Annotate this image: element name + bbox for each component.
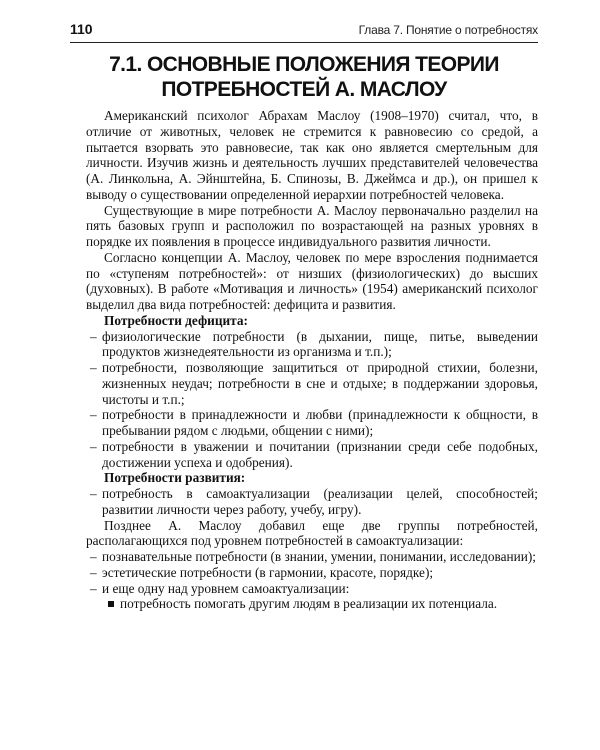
- paragraph-3: Согласно концепции А. Маслоу, человек по мере взросления поднимается по «ступеням потребностей»: от низших (физиологических) до высших (духовных). В работе «Мотивация и личность» (1954) американский психолог выделил два вида потребностей: дефицита и развития.: [86, 249, 538, 312]
- list-item-text: потребности в принадлежности и любви (принадлежности к общности, в пребывании рядом с людьми, общении с ними);: [102, 407, 538, 438]
- list-item-text: потребность в самоактуализации (реализации целей, способностей; развитии личности через работу, учебу, игру).: [102, 486, 538, 517]
- list-item: – потребности, позволяющие защититься от природной стихии, болезни, жизненных неудач; потребности в сне и отдыхе; в поддержании здоровья, чистоты и т.п.;: [90, 360, 538, 407]
- section-title: [70, 52, 538, 102]
- list-item: – потребности в принадлежности и любви (принадлежности к общности, в пребывании рядом с людьми, общении с ними);: [90, 407, 538, 438]
- list-item-text: потребности в уважении и почитании (признании среди себе подобных, достижении успеха и одобрения).: [102, 438, 538, 470]
- section-title-line-2: ПОТРЕБНОСТЕЙ А. МАСЛОУ: [161, 78, 447, 101]
- bullet-item-text: потребность помогать другим людям в реализации их потенциала.: [120, 596, 498, 612]
- list-item: – физиологические потребности (в дыхании, пище, питье, выведении продуктов жизнедеятельности из организма и т.п.);: [90, 328, 538, 360]
- list-item-text: физиологические потребности (в дыхании, пище, питье, выведении продуктов жизнедеятельности из организма и т.п.);: [102, 328, 538, 360]
- bullet-item: [86, 596, 538, 612]
- paragraph-4: Позднее А. Маслоу добавил еще две группы потребностей, располагающихся под уровнем потребностей в самоактуализации:: [86, 517, 538, 549]
- list-item-text: познавательные потребности (в знании, умении, понимании, исследовании);: [102, 549, 536, 564]
- list-item: – и еще одну над уровнем самоактуализации:: [90, 580, 350, 596]
- body-text: [86, 108, 538, 612]
- square-bullet-icon: [108, 601, 114, 607]
- list-item-text: эстетические потребности (в гармонии, красоте, порядке);: [102, 564, 434, 580]
- list-item: – познавательные потребности (в знании, умении, понимании, исследовании);: [90, 549, 536, 564]
- list-item-text: потребности, позволяющие защититься от природной стихии, болезни, жизненных неудач; потребности в сне и отдыхе; в поддержании здоровья, чистоты и т.п.;: [102, 360, 538, 407]
- running-title: Глава 7. Понятие о потребностях: [358, 23, 538, 37]
- list-item: – потребность в самоактуализации (реализации целей, способностей; развитии личности через работу, учебу, игру).: [90, 486, 538, 517]
- deficit-heading: Потребности дефицита:: [104, 312, 248, 328]
- list-item: – эстетические потребности (в гармонии, красоте, порядке);: [90, 564, 434, 580]
- section-title-line-1: 7.1. ОСНОВНЫЕ ПОЛОЖЕНИЯ ТЕОРИИ: [109, 53, 499, 76]
- list-item: – потребности в уважении и почитании (признании среди себе подобных, достижении успеха и одобрения).: [90, 438, 538, 470]
- page-header: [70, 20, 538, 43]
- paragraph-1: Американский психолог Абрахам Маслоу (1908–1970) считал, что, в отличие от животных, человек не стремится к равновесию со средой, а пытается взорвать это равновесие, так как оно является смертельным для личности. Изучив жизнь и деятельность лучших представителей человечества (А. Линкольна, А. Эйнштейна, Б. Спинозы, В. Джеймса и др.), он пришел к выводу о существовании определенной иерархии потребностей человека.: [86, 108, 538, 202]
- page-number: 110: [70, 21, 93, 37]
- paragraph-2: Существующие в мире потребности А. Маслоу первоначально разделил на пять базовых групп и расположил по возрастающей на разных уровнях в порядке их появления в процессе индивидуального развития личности.: [86, 202, 538, 249]
- growth-heading: Потребности развития:: [104, 470, 246, 486]
- list-item-text: и еще одну над уровнем самоактуализации:: [102, 580, 350, 596]
